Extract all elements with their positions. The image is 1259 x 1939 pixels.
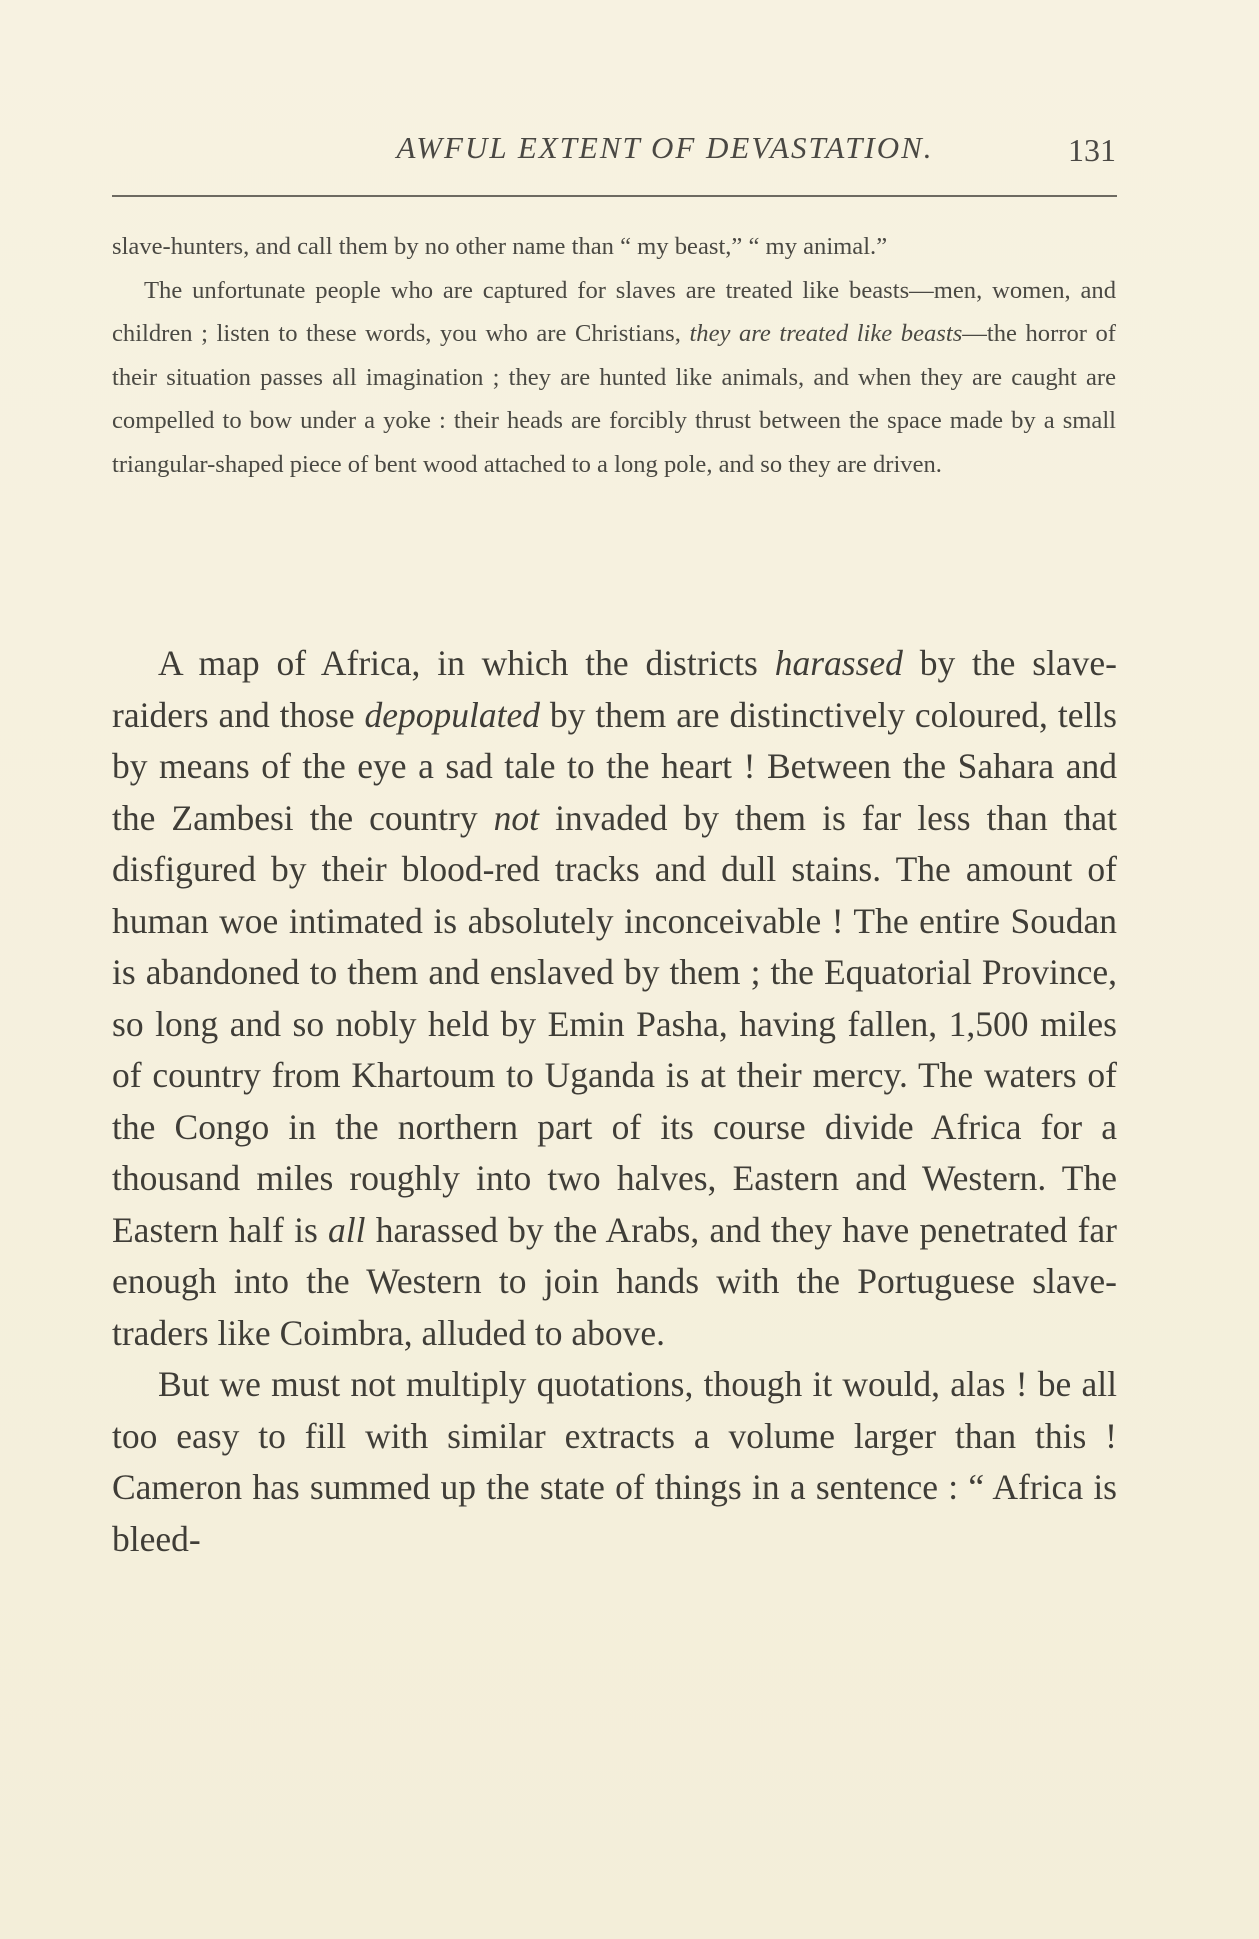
- body-text: invaded by them is far less than that disfigured by their blood-red tracks and dull stains. The amount of human woe intimated is absolutely inconceivable ! The entire Soudan is abandoned to them and enslaved by them ; the Equatorial Province, so long and so nobly held by Emin Pasha, having fallen, 1,500 miles of country from Khartoum to Uganda is at their mercy. The waters of the Congo in the northern part of its course divide Africa for a thousand miles roughly into two halves, Eastern and Western. The Eastern half is: [112, 797, 1117, 1250]
- body-italic-text: all: [328, 1209, 366, 1250]
- body-paragraph: But we must not multiply quotations, though it would, alas ! be all too easy to fill with similar extracts a volume larger than this ! Cameron has summed up the state of things in a sentence : “ Africa is bleed-: [112, 1364, 1117, 1559]
- body-italic-text: not: [493, 797, 540, 838]
- extract-text: The unfortunate people who are captured for slaves are treated like beasts—men, women, and children ; listen to these words, you who are Christians,: [112, 276, 1116, 347]
- extract-italic-text: they are treated like beasts: [689, 320, 963, 347]
- body-italic-text: depopulated: [364, 694, 540, 735]
- body-text: by them are distinctively coloured, tells by means of the eye a sad tale to the heart ! Between the Sahara and the Zambesi the country: [112, 694, 1117, 838]
- extract-continuation: slave-hunters, and call them by no other name than “ my beast,” “ my animal.”: [112, 233, 888, 260]
- page-header: [110, 130, 1120, 190]
- body-text: A map of Africa, in which the districts: [158, 643, 775, 683]
- body-italic-text: harassed: [774, 643, 903, 683]
- body-paragraph: [112, 638, 1117, 1359]
- extract-text: —the horror of their situation passes all imagination ; they are hunted like animals, and when they are caught are compelled to bow under a yoke : their heads are forcibly thrust between the space made by a small triangular-shaped piece of bent wood attached to a long pole, and so they are driven.: [112, 320, 1116, 478]
- quoted-extract: [112, 225, 1116, 486]
- extract-paragraph: [112, 269, 1116, 487]
- main-text: [112, 638, 1117, 1565]
- page-number: 131: [1068, 132, 1116, 168]
- header-rule: [112, 195, 1117, 198]
- body-text: harassed by the Arabs, and they have penetrated far enough into the Western to join hands with the Portuguese slave-traders like Coimbra, alluded to above.: [112, 1209, 1117, 1353]
- body-text: by the slave-raiders and those: [112, 643, 1117, 735]
- running-head: AWFUL EXTENT OF DEVASTATION.: [396, 130, 934, 165]
